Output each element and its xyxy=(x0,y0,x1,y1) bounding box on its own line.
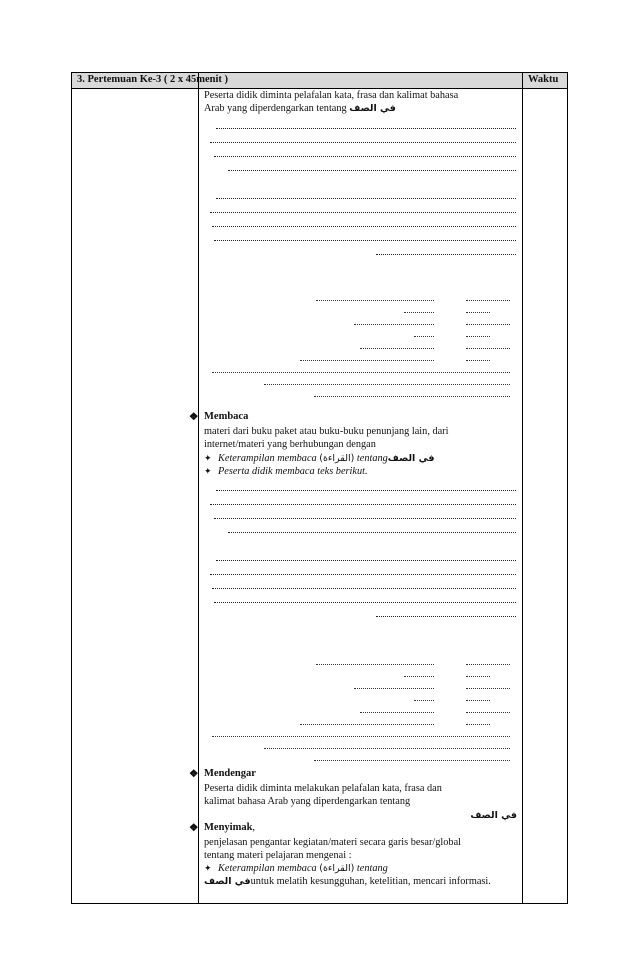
membaca-item1-prefix: Keterampilan membaca xyxy=(218,453,317,464)
column-divider-right xyxy=(522,73,523,903)
membaca-item1-arabic-paren: (القراءة) xyxy=(319,453,355,464)
star-bullet-icon: ✦ xyxy=(204,467,212,477)
mendengar-line-2: kalimat bahasa Arab yang diperdengarkan tentang xyxy=(204,796,411,807)
header-meeting: 3. Pertemuan Ke-3 ( 2 x 45menit ) xyxy=(77,74,229,85)
menyimak-line-1: penjelasan pengantar kegiatan/materi secara garis besar/global xyxy=(204,837,462,848)
intro-line-2 xyxy=(204,102,396,115)
mendengar-line-1: Peserta didik diminta melakukan pelafalan kata, frasa dan xyxy=(204,783,442,794)
menyimak-item1-prefix: Keterampilan membaca xyxy=(218,863,317,874)
membaca-item1-mid: tentang xyxy=(356,453,388,464)
diamond-bullet-icon: ❖ xyxy=(189,412,199,423)
membaca-item-2 xyxy=(204,465,368,479)
menyimak-line-2: tentang materi pelajaran mengenai : xyxy=(204,850,352,861)
star-bullet-icon: ✦ xyxy=(204,864,212,874)
intro-line-1: Peserta didik diminta pelafalan kata, frasa dan kalimat bahasa xyxy=(204,90,459,101)
menyimak-item1-arabic-paren: (القراءة) xyxy=(319,863,355,874)
menyimak-comma: , xyxy=(252,822,256,833)
menyimak-item-1 xyxy=(204,862,388,876)
mendengar-title: Mendengar xyxy=(204,768,256,779)
arabic-dialogue-image-2 xyxy=(204,654,520,766)
menyimak-line-3 xyxy=(204,875,491,888)
diamond-bullet-icon: ❖ xyxy=(189,769,199,780)
menyimak-item1-mid: tentang xyxy=(356,863,388,874)
membaca-line-1: materi dari buku paket atau buku-buku penunjang lain, dari xyxy=(204,426,449,437)
membaca-item-1 xyxy=(204,452,434,466)
intro-arabic: في الصف xyxy=(349,103,396,114)
header-time: Waktu xyxy=(528,74,559,85)
mendengar-arabic: في الصف xyxy=(470,810,517,821)
arabic-dialogue-image-1 xyxy=(204,290,520,408)
arabic-text-image-2 xyxy=(204,480,520,650)
membaca-item2-text: Peserta didik membaca teks berikut. xyxy=(218,466,368,477)
menyimak-line3-rest: untuk melatih kesungguhan, ketelitian, mencari informasi. xyxy=(250,876,491,887)
membaca-line-2: internet/materi yang berhubungan dengan xyxy=(204,439,376,450)
membaca-title: Membaca xyxy=(204,411,249,422)
diamond-bullet-icon: ❖ xyxy=(189,823,199,834)
intro-prefix: Arab yang diperdengarkan tentang xyxy=(204,103,347,114)
menyimak-line3-arabic: في الصف xyxy=(204,876,251,887)
table-header xyxy=(72,73,567,89)
menyimak-title: Menyimak xyxy=(204,822,253,833)
menyimak-title-row xyxy=(204,822,255,833)
membaca-item1-arabic: في الصف xyxy=(387,453,435,464)
arabic-text-image-1 xyxy=(204,118,520,288)
star-bullet-icon: ✦ xyxy=(204,454,212,464)
